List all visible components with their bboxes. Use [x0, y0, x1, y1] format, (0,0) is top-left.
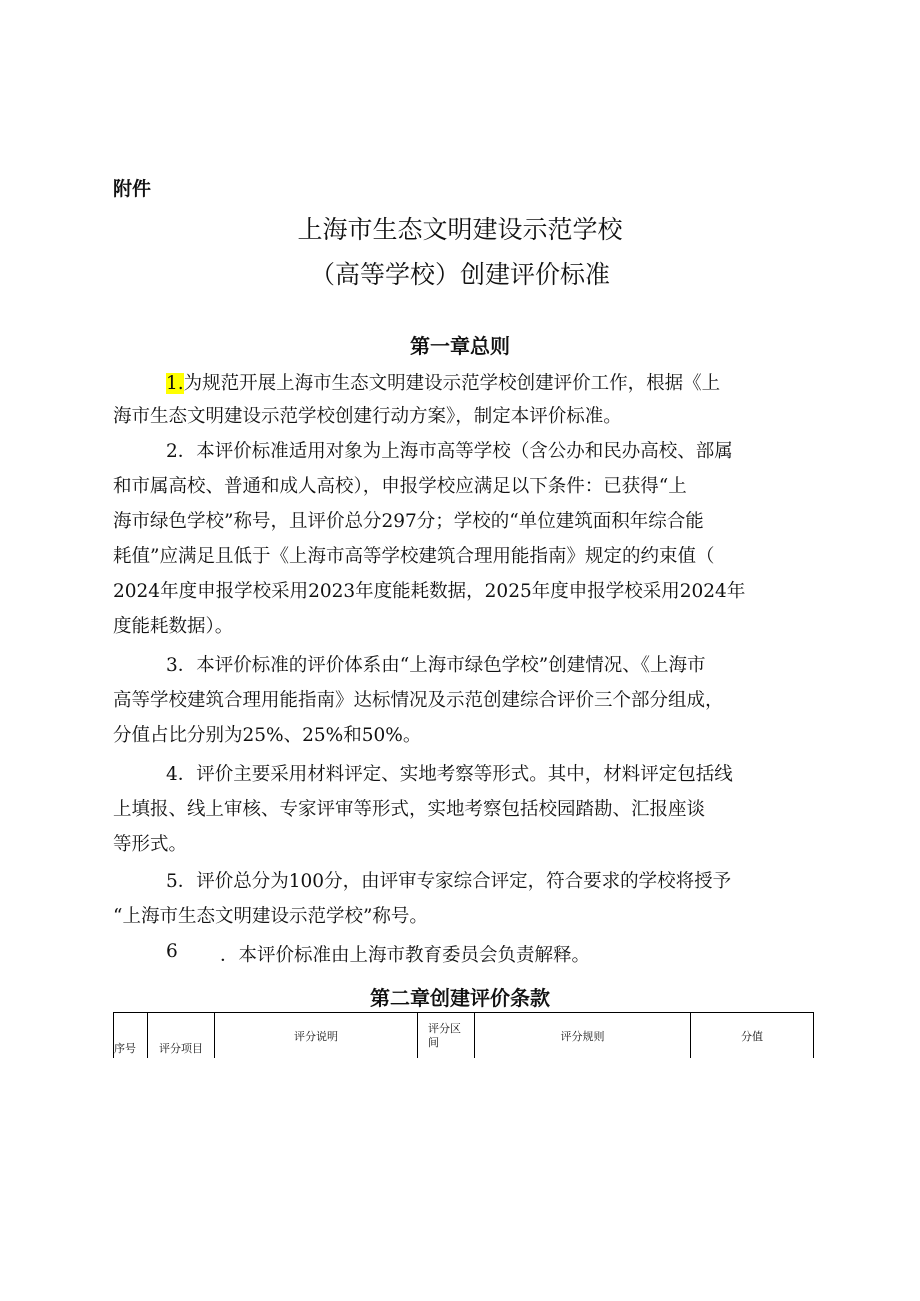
header-rule: 评分规则: [475, 1013, 691, 1059]
header-desc: 评分说明: [215, 1013, 418, 1059]
paragraph-1-line1: 1.为规范开展上海市生态文明建设示范学校创建评价工作，根据《上: [166, 373, 721, 394]
paragraph-1-line2: 海市生态文明建设示范学校创建行动方案》，制定本评价标准。: [113, 406, 622, 427]
chapter2-heading: 第二章创建评价条款: [370, 986, 550, 1010]
paragraph-2-line4: 耗值”应满足且低于《上海市高等学校建筑合理用能指南》规定的约束值（: [113, 546, 715, 567]
header-seq: 序号: [114, 1013, 148, 1059]
header-score: 分值: [691, 1013, 814, 1059]
highlighted-number: 1.: [166, 373, 184, 394]
paragraph-6-text: ．本评价标准由上海市教育委员会负责解释。: [220, 945, 591, 966]
paragraph-5-line2: “上海市生态文明建设示范学校”称号。: [113, 906, 428, 927]
paragraph-2-line6: 度能耗数据）。: [113, 616, 234, 637]
header-range: 评分区 间: [418, 1013, 475, 1059]
paragraph-4-line3: 等形式。: [113, 834, 188, 855]
paragraph-5-line1: 5．评价总分为100分，由评审专家综合评定，符合要求的学校将授予: [166, 871, 732, 892]
document-title-line2: （高等学校）创建评价标准: [309, 260, 610, 289]
evaluation-table: [113, 1012, 814, 1058]
paragraph-2-line3: 海市绿色学校”称号，且评价总分297分；学校的“单位建筑面积年综合能: [113, 511, 704, 532]
paragraph-6-number: 6: [166, 941, 178, 962]
document-title-line1: 上海市生态文明建设示范学校: [297, 215, 623, 244]
paragraph-4-line1: 4．评价主要采用材料评定、实地考察等形式。其中，材料评定包括线: [166, 764, 733, 785]
paragraph-2-line1: 2．本评价标准适用对象为上海市高等学校（含公办和民办高校、部属: [166, 441, 733, 462]
paragraph-3-line2: 高等学校建筑合理用能指南》达标情况及示范创建综合评价三个部分组成，: [113, 690, 724, 711]
header-item: 评分项目: [148, 1013, 215, 1059]
paragraph-3-line1: 3．本评价标准的评价体系由“上海市绿色学校”创建情况、《上海市: [166, 655, 706, 676]
paragraph-2-line2: 和市属高校、普通和成人高校），申报学校应满足以下条件：已获得“上: [113, 476, 687, 497]
paragraph-2-line5: 2024年度申报学校采用2023年度能耗数据，2025年度申报学校采用2024年: [113, 581, 746, 602]
paragraph-4-line2: 上填报、线上审核、专家评审等形式，实地考察包括校园踏勘、汇报座谈: [113, 799, 706, 820]
table-header-row: [114, 1013, 814, 1059]
paragraph-3-line3: 分值占比分别为25%、25%和50%。: [113, 725, 422, 746]
chapter1-heading: 第一章总则: [410, 334, 510, 358]
attachment-label: 附件: [113, 178, 152, 200]
